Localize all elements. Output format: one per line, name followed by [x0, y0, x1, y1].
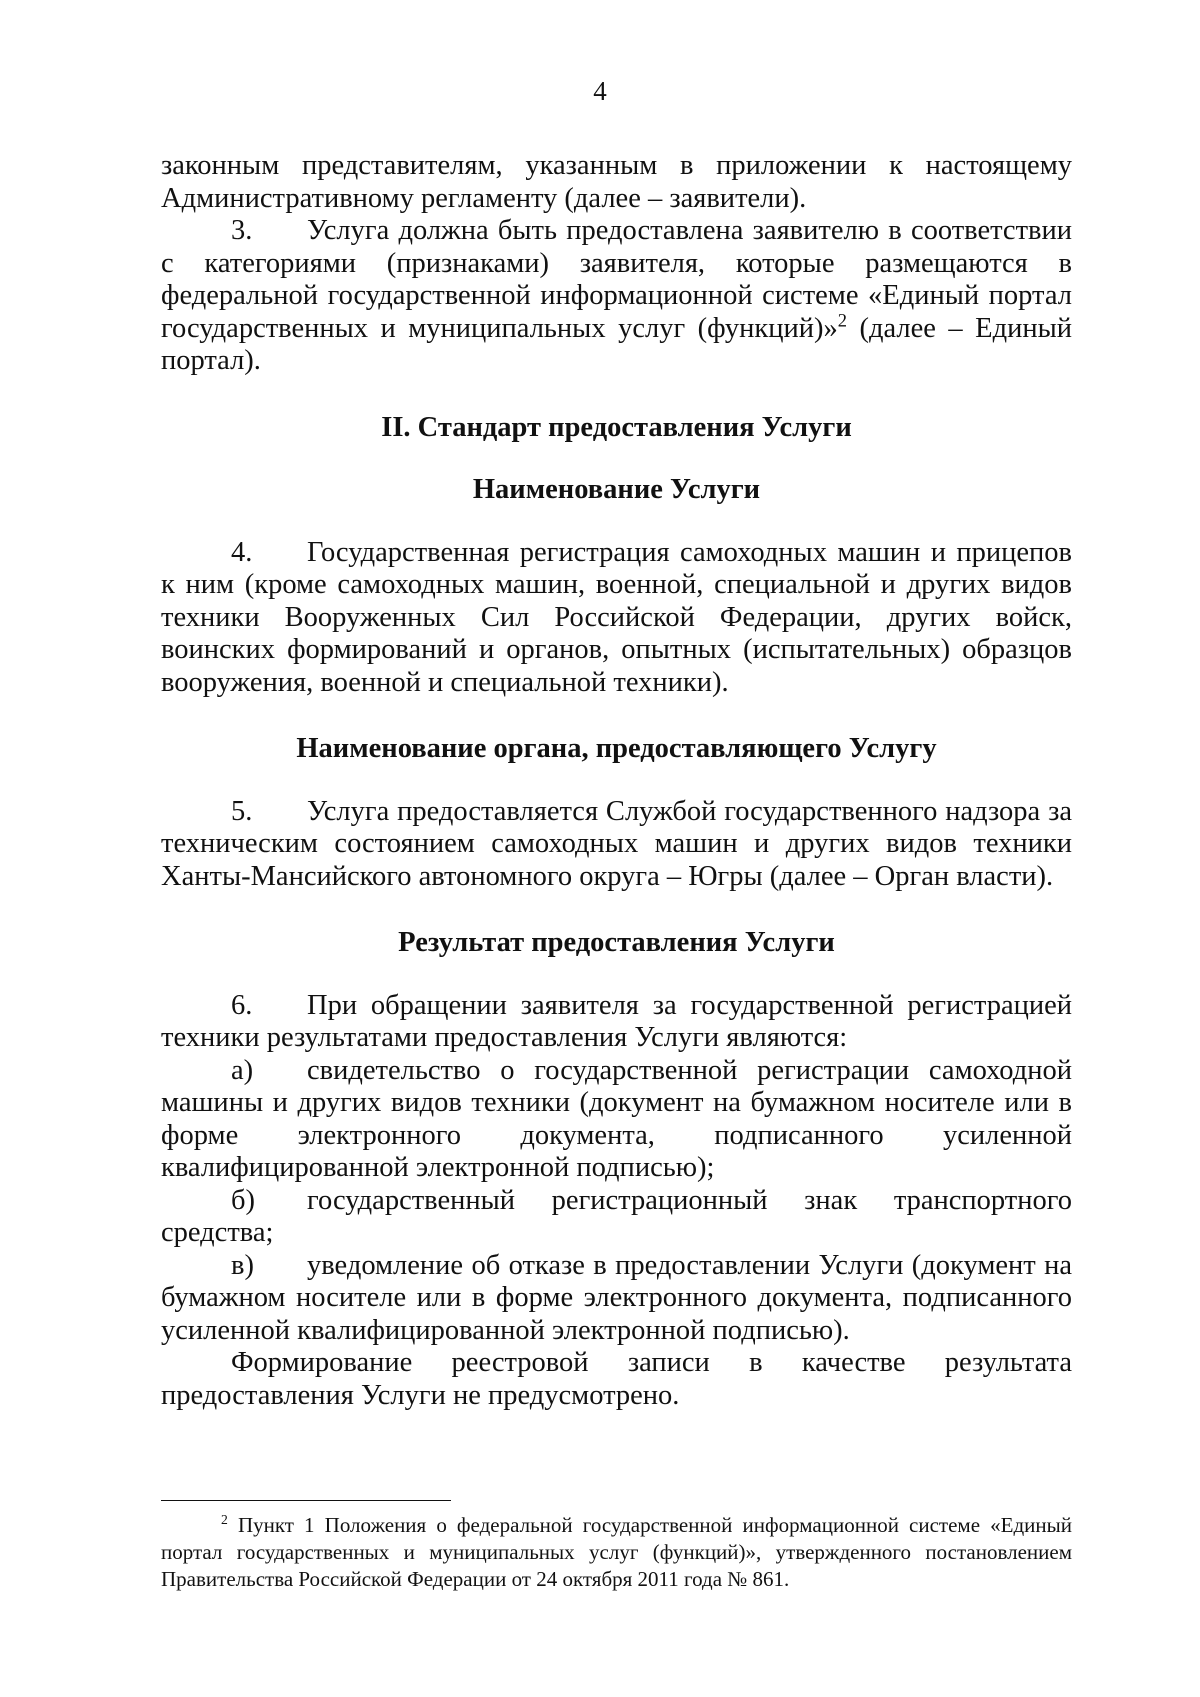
subitem-v-label: в) [231, 1249, 254, 1281]
intro-paragraph: законным представителям, указанным в приложении к настоящему Административному регламенту (далее – заявители). [161, 150, 1072, 214]
subitem-a-label: а) [231, 1054, 254, 1086]
subitem-a [161, 1055, 1072, 1185]
heading-organ: Наименование органа, предоставляющего Услугу [296, 733, 937, 764]
paragraph-item-3 [161, 215, 1072, 378]
document-body [161, 150, 1072, 1412]
item-3-text: Услуга должна быть предоставлена заявителю в соответствии с категориями (признаками) заявителя, которые размещаются в федеральной государственной информационной системе «Единый портал государственных и муниципальных услуг (функций)» [161, 215, 1072, 344]
footnote-number: 2 [221, 1512, 228, 1527]
item-6-number: 6. [231, 989, 253, 1021]
item-4-number: 4. [231, 536, 253, 568]
paragraph-item-5 [161, 796, 1072, 894]
subitem-v-text: уведомление об отказе в предоставлении Услуги (документ на бумажном носителе или в форме электронного документа, подписанного усиленной квалифицированной электронной подписью). [161, 1249, 1072, 1346]
heading-service-name: Наименование Услуги [472, 474, 761, 505]
paragraph-item-6 [161, 990, 1072, 1055]
item-3-text-tail: (далее – Единый портал). [161, 312, 1072, 376]
heading-result: Результат предоставления Услуги [398, 927, 835, 958]
footnote [161, 1512, 1072, 1593]
item-4-text: Государственная регистрация самоходных машин и прицепов к ним (кроме самоходных машин, военной, специальной и других видов техники Вооруженных Сил Российской Федерации, других войск, воинских формирований и органов, опытных (испытательных) образцов вооружения, военной и специальной техники). [161, 536, 1072, 698]
item-5-text: Услуга предоставляется Службой государственного надзора за техническим состоянием самоходных машин и других видов техники Ханты-Мансийского автономного округа – Югры (далее – Орган власти). [161, 795, 1072, 892]
page-number: 4 [593, 76, 607, 106]
footnote-separator [161, 1500, 451, 1501]
subitem-b-text: государственный регистрационный знак транспортного средства; [161, 1184, 1072, 1248]
footnote-ref-2: 2 [837, 310, 848, 331]
item-5-number: 5. [231, 795, 253, 827]
section-2-title: II. Стандарт предоставления Услуги [381, 411, 852, 443]
item-6-text: При обращении заявителя за государственной регистрацией техники результатами предоставления Услуги являются: [161, 989, 1072, 1053]
item-3-number: 3. [231, 215, 253, 246]
closing-paragraph: Формирование реестровой записи в качестве результата предоставления Услуги не предусмотрено. [161, 1347, 1072, 1411]
subitem-b-label: б) [231, 1184, 255, 1216]
subitem-v [161, 1250, 1072, 1348]
footnote-text: Пункт 1 Положения о федеральной государственной информационной системе «Единый портал государственных и муниципальных услуг (функций)», утвержденного постановлением Правительства Российской Федерации от 24 октября 2011 года № 861. [161, 1513, 1072, 1591]
subitem-b [161, 1185, 1072, 1250]
subitem-a-text: свидетельство о государственной регистрации самоходной машины и других видов техники (документ на бумажном носителе или в форме электронного документа, подписанного усиленной квалифицированной электронной подписью); [161, 1054, 1072, 1183]
paragraph-item-4 [161, 537, 1072, 700]
